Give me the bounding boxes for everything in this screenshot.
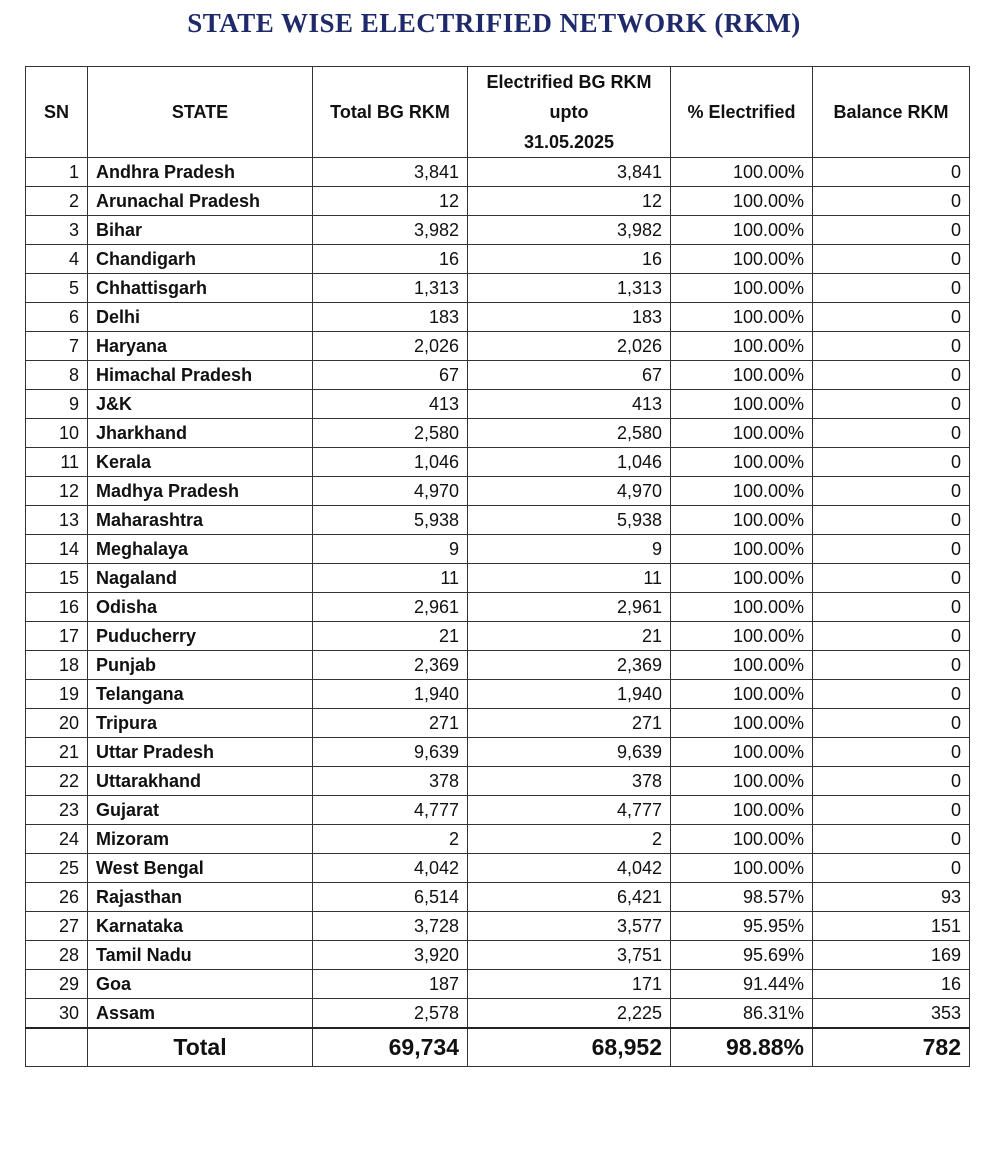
table-row (26, 535, 970, 564)
cell-percent-electrified: 100.00% (671, 187, 813, 216)
cell-total-bg-rkm: 21 (313, 622, 468, 651)
cell-percent-electrified: 100.00% (671, 390, 813, 419)
table-row (26, 767, 970, 796)
cell-sn: 7 (26, 332, 88, 361)
cell-total-bg-rkm: 67 (313, 361, 468, 390)
cell-electrified-bg-rkm: 11 (468, 564, 671, 593)
cell-percent-electrified: 100.00% (671, 564, 813, 593)
cell-sn: 23 (26, 796, 88, 825)
cell-electrified-bg-rkm: 2,026 (468, 332, 671, 361)
cell-percent-electrified: 100.00% (671, 216, 813, 245)
cell-total-bg-rkm: 3,920 (313, 941, 468, 970)
table-body (26, 158, 970, 1029)
cell-sn: 16 (26, 593, 88, 622)
cell-electrified-bg-rkm: 1,940 (468, 680, 671, 709)
cell-sn: 28 (26, 941, 88, 970)
cell-electrified-bg-rkm: 271 (468, 709, 671, 738)
header-electrified-line2: upto (549, 102, 589, 122)
table-row (26, 709, 970, 738)
cell-balance-rkm: 0 (813, 332, 970, 361)
cell-total-bg-rkm: 2,026 (313, 332, 468, 361)
cell-electrified-bg-rkm: 378 (468, 767, 671, 796)
table-row (26, 970, 970, 999)
cell-balance-rkm: 0 (813, 245, 970, 274)
cell-state: Maharashtra (88, 506, 313, 535)
cell-electrified-bg-rkm: 16 (468, 245, 671, 274)
cell-balance-rkm: 0 (813, 622, 970, 651)
cell-state: Madhya Pradesh (88, 477, 313, 506)
cell-state: Puducherry (88, 622, 313, 651)
table-row (26, 303, 970, 332)
total-electrified-sum: 68,952 (468, 1028, 671, 1067)
cell-state: Odisha (88, 593, 313, 622)
table-row (26, 738, 970, 767)
cell-sn: 2 (26, 187, 88, 216)
cell-state: Chandigarh (88, 245, 313, 274)
cell-electrified-bg-rkm: 2,580 (468, 419, 671, 448)
table-row (26, 796, 970, 825)
header-sn: SN (26, 67, 88, 158)
cell-state: Uttarakhand (88, 767, 313, 796)
table-row (26, 506, 970, 535)
cell-total-bg-rkm: 1,940 (313, 680, 468, 709)
cell-balance-rkm: 0 (813, 593, 970, 622)
cell-state: Nagaland (88, 564, 313, 593)
cell-percent-electrified: 86.31% (671, 999, 813, 1029)
cell-state: Karnataka (88, 912, 313, 941)
table-row (26, 245, 970, 274)
table-row (26, 854, 970, 883)
cell-total-bg-rkm: 187 (313, 970, 468, 999)
cell-electrified-bg-rkm: 2,225 (468, 999, 671, 1029)
header-row (26, 67, 970, 158)
total-percent-electrified: 98.88% (671, 1028, 813, 1067)
cell-balance-rkm: 0 (813, 390, 970, 419)
cell-state: Jharkhand (88, 419, 313, 448)
cell-percent-electrified: 100.00% (671, 158, 813, 187)
cell-sn: 18 (26, 651, 88, 680)
cell-state: Tamil Nadu (88, 941, 313, 970)
cell-electrified-bg-rkm: 183 (468, 303, 671, 332)
electrified-network-table (25, 66, 970, 1067)
cell-electrified-bg-rkm: 21 (468, 622, 671, 651)
cell-balance-rkm: 0 (813, 303, 970, 332)
cell-electrified-bg-rkm: 171 (468, 970, 671, 999)
table-row (26, 158, 970, 187)
cell-electrified-bg-rkm: 2,369 (468, 651, 671, 680)
cell-total-bg-rkm: 9,639 (313, 738, 468, 767)
cell-total-bg-rkm: 6,514 (313, 883, 468, 912)
cell-percent-electrified: 91.44% (671, 970, 813, 999)
cell-sn: 14 (26, 535, 88, 564)
cell-balance-rkm: 0 (813, 216, 970, 245)
table-row (26, 216, 970, 245)
cell-electrified-bg-rkm: 1,313 (468, 274, 671, 303)
cell-balance-rkm: 353 (813, 999, 970, 1029)
cell-state: Himachal Pradesh (88, 361, 313, 390)
cell-percent-electrified: 100.00% (671, 593, 813, 622)
header-total-bg-rkm: Total BG RKM (313, 67, 468, 158)
cell-sn: 1 (26, 158, 88, 187)
cell-percent-electrified: 100.00% (671, 854, 813, 883)
cell-percent-electrified: 100.00% (671, 245, 813, 274)
cell-percent-electrified: 100.00% (671, 477, 813, 506)
cell-balance-rkm: 151 (813, 912, 970, 941)
cell-state: Andhra Pradesh (88, 158, 313, 187)
total-bg-rkm-sum: 69,734 (313, 1028, 468, 1067)
cell-balance-rkm: 0 (813, 825, 970, 854)
cell-sn: 25 (26, 854, 88, 883)
cell-state: Mizoram (88, 825, 313, 854)
cell-sn: 22 (26, 767, 88, 796)
total-row (26, 1028, 970, 1067)
cell-sn: 5 (26, 274, 88, 303)
table-row (26, 912, 970, 941)
cell-balance-rkm: 0 (813, 709, 970, 738)
cell-state: Telangana (88, 680, 313, 709)
cell-total-bg-rkm: 3,982 (313, 216, 468, 245)
cell-electrified-bg-rkm: 9 (468, 535, 671, 564)
cell-balance-rkm: 0 (813, 535, 970, 564)
cell-electrified-bg-rkm: 3,982 (468, 216, 671, 245)
cell-balance-rkm: 0 (813, 651, 970, 680)
cell-percent-electrified: 98.57% (671, 883, 813, 912)
cell-electrified-bg-rkm: 6,421 (468, 883, 671, 912)
table-row (26, 593, 970, 622)
cell-state: Chhattisgarh (88, 274, 313, 303)
cell-total-bg-rkm: 1,313 (313, 274, 468, 303)
cell-sn: 20 (26, 709, 88, 738)
cell-total-bg-rkm: 183 (313, 303, 468, 332)
header-electrified-line3: 31.05.2025 (523, 132, 615, 152)
cell-percent-electrified: 95.95% (671, 912, 813, 941)
cell-electrified-bg-rkm: 4,970 (468, 477, 671, 506)
cell-balance-rkm: 0 (813, 448, 970, 477)
cell-balance-rkm: 0 (813, 158, 970, 187)
cell-sn: 6 (26, 303, 88, 332)
cell-electrified-bg-rkm: 4,777 (468, 796, 671, 825)
cell-sn: 21 (26, 738, 88, 767)
cell-state: Arunachal Pradesh (88, 187, 313, 216)
cell-sn: 10 (26, 419, 88, 448)
cell-balance-rkm: 0 (813, 187, 970, 216)
cell-sn: 26 (26, 883, 88, 912)
table-row (26, 448, 970, 477)
header-electrified-line1: Electrified BG RKM (486, 72, 652, 92)
cell-sn: 24 (26, 825, 88, 854)
cell-percent-electrified: 100.00% (671, 506, 813, 535)
cell-total-bg-rkm: 4,970 (313, 477, 468, 506)
cell-percent-electrified: 100.00% (671, 535, 813, 564)
cell-state: Punjab (88, 651, 313, 680)
cell-total-bg-rkm: 2,578 (313, 999, 468, 1029)
cell-percent-electrified: 100.00% (671, 361, 813, 390)
cell-electrified-bg-rkm: 5,938 (468, 506, 671, 535)
cell-percent-electrified: 100.00% (671, 680, 813, 709)
cell-balance-rkm: 0 (813, 477, 970, 506)
cell-electrified-bg-rkm: 413 (468, 390, 671, 419)
cell-electrified-bg-rkm: 12 (468, 187, 671, 216)
cell-balance-rkm: 169 (813, 941, 970, 970)
table-row (26, 477, 970, 506)
cell-percent-electrified: 100.00% (671, 622, 813, 651)
cell-electrified-bg-rkm: 9,639 (468, 738, 671, 767)
total-balance-sum: 782 (813, 1028, 970, 1067)
cell-state: Meghalaya (88, 535, 313, 564)
page-title: STATE WISE ELECTRIFIED NETWORK (RKM) (187, 8, 801, 38)
cell-total-bg-rkm: 12 (313, 187, 468, 216)
cell-balance-rkm: 0 (813, 506, 970, 535)
cell-total-bg-rkm: 9 (313, 535, 468, 564)
cell-sn: 13 (26, 506, 88, 535)
table-row (26, 622, 970, 651)
cell-total-bg-rkm: 4,042 (313, 854, 468, 883)
table-row (26, 332, 970, 361)
cell-total-bg-rkm: 2,369 (313, 651, 468, 680)
cell-total-bg-rkm: 378 (313, 767, 468, 796)
cell-total-bg-rkm: 3,728 (313, 912, 468, 941)
table-row (26, 274, 970, 303)
header-electrified-bg-rkm (468, 67, 671, 158)
cell-total-bg-rkm: 5,938 (313, 506, 468, 535)
table-row (26, 390, 970, 419)
cell-electrified-bg-rkm: 4,042 (468, 854, 671, 883)
cell-state: Bihar (88, 216, 313, 245)
cell-total-bg-rkm: 2,961 (313, 593, 468, 622)
table-row (26, 883, 970, 912)
cell-balance-rkm: 0 (813, 796, 970, 825)
cell-sn: 30 (26, 999, 88, 1029)
table-row (26, 651, 970, 680)
cell-sn: 27 (26, 912, 88, 941)
cell-percent-electrified: 100.00% (671, 767, 813, 796)
cell-electrified-bg-rkm: 1,046 (468, 448, 671, 477)
table-row (26, 419, 970, 448)
cell-state: Delhi (88, 303, 313, 332)
cell-state: J&K (88, 390, 313, 419)
cell-balance-rkm: 16 (813, 970, 970, 999)
cell-sn: 29 (26, 970, 88, 999)
cell-state: Assam (88, 999, 313, 1029)
cell-percent-electrified: 100.00% (671, 738, 813, 767)
cell-total-bg-rkm: 16 (313, 245, 468, 274)
cell-balance-rkm: 0 (813, 361, 970, 390)
cell-state: Kerala (88, 448, 313, 477)
cell-total-bg-rkm: 271 (313, 709, 468, 738)
cell-sn: 4 (26, 245, 88, 274)
cell-balance-rkm: 0 (813, 564, 970, 593)
table-row (26, 999, 970, 1029)
cell-total-bg-rkm: 2,580 (313, 419, 468, 448)
cell-percent-electrified: 100.00% (671, 303, 813, 332)
cell-electrified-bg-rkm: 3,577 (468, 912, 671, 941)
cell-total-bg-rkm: 2 (313, 825, 468, 854)
cell-percent-electrified: 100.00% (671, 651, 813, 680)
cell-percent-electrified: 100.00% (671, 709, 813, 738)
cell-sn: 9 (26, 390, 88, 419)
cell-state: Uttar Pradesh (88, 738, 313, 767)
cell-sn: 15 (26, 564, 88, 593)
cell-percent-electrified: 100.00% (671, 332, 813, 361)
cell-total-bg-rkm: 3,841 (313, 158, 468, 187)
cell-electrified-bg-rkm: 2 (468, 825, 671, 854)
cell-percent-electrified: 100.00% (671, 274, 813, 303)
total-sn-cell (26, 1028, 88, 1067)
table-row (26, 361, 970, 390)
cell-electrified-bg-rkm: 3,751 (468, 941, 671, 970)
cell-total-bg-rkm: 413 (313, 390, 468, 419)
cell-balance-rkm: 0 (813, 419, 970, 448)
cell-state: Gujarat (88, 796, 313, 825)
header-state: STATE (88, 67, 313, 158)
cell-balance-rkm: 93 (813, 883, 970, 912)
cell-sn: 17 (26, 622, 88, 651)
table-row (26, 825, 970, 854)
cell-state: West Bengal (88, 854, 313, 883)
cell-sn: 8 (26, 361, 88, 390)
cell-balance-rkm: 0 (813, 767, 970, 796)
table-row (26, 680, 970, 709)
cell-balance-rkm: 0 (813, 854, 970, 883)
cell-balance-rkm: 0 (813, 274, 970, 303)
header-balance-rkm: Balance RKM (813, 67, 970, 158)
cell-percent-electrified: 100.00% (671, 796, 813, 825)
cell-balance-rkm: 0 (813, 680, 970, 709)
cell-sn: 19 (26, 680, 88, 709)
cell-percent-electrified: 100.00% (671, 448, 813, 477)
cell-electrified-bg-rkm: 3,841 (468, 158, 671, 187)
header-percent-electrified: % Electrified (671, 67, 813, 158)
cell-percent-electrified: 100.00% (671, 825, 813, 854)
cell-state: Goa (88, 970, 313, 999)
cell-total-bg-rkm: 4,777 (313, 796, 468, 825)
table-row (26, 941, 970, 970)
cell-balance-rkm: 0 (813, 738, 970, 767)
cell-percent-electrified: 95.69% (671, 941, 813, 970)
cell-electrified-bg-rkm: 2,961 (468, 593, 671, 622)
table-row (26, 187, 970, 216)
table-row (26, 564, 970, 593)
cell-state: Tripura (88, 709, 313, 738)
cell-total-bg-rkm: 11 (313, 564, 468, 593)
cell-sn: 3 (26, 216, 88, 245)
cell-percent-electrified: 100.00% (671, 419, 813, 448)
cell-state: Rajasthan (88, 883, 313, 912)
cell-sn: 12 (26, 477, 88, 506)
cell-electrified-bg-rkm: 67 (468, 361, 671, 390)
cell-state: Haryana (88, 332, 313, 361)
cell-total-bg-rkm: 1,046 (313, 448, 468, 477)
cell-sn: 11 (26, 448, 88, 477)
total-label: Total (88, 1028, 313, 1067)
